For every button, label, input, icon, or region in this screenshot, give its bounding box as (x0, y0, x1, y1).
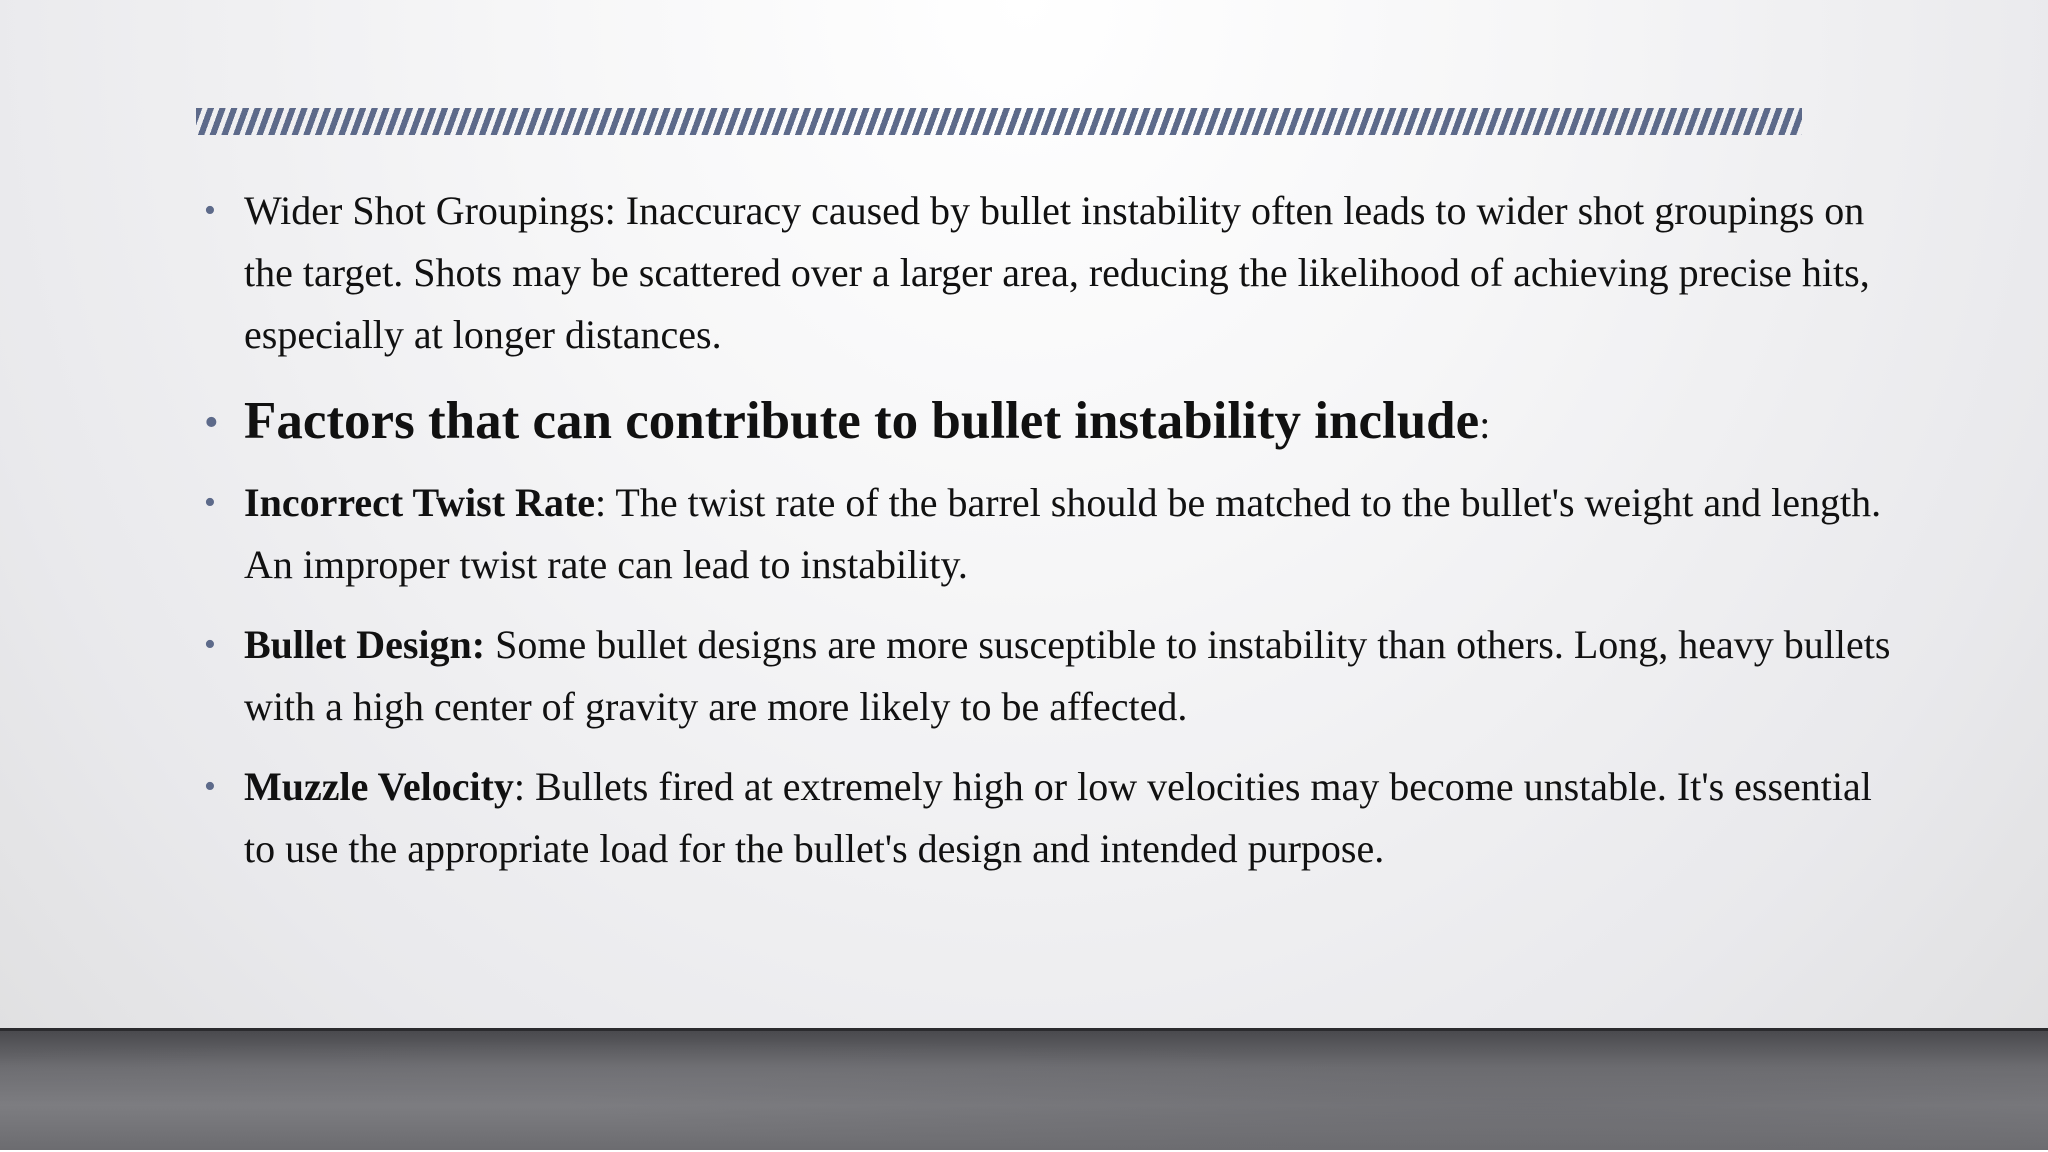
bullet-term: Incorrect Twist Rate (244, 480, 596, 525)
bullet-text: Some bullet designs are more susceptible to instability than others. Long, heavy bullets with a high center of gravity are more likely to be affected. (244, 622, 1891, 729)
bullet-incorrect-twist-rate (200, 472, 1900, 596)
bullet-term: Muzzle Velocity (244, 764, 514, 809)
decorative-stripe-bar (196, 108, 1802, 135)
bullet-heading-colon: : (1479, 402, 1491, 447)
bullet-term: Bullet Design: (244, 622, 486, 667)
bullet-dot-icon: • (204, 626, 216, 663)
bullet-factors-heading (200, 384, 1900, 462)
bullet-text: : The twist rate of the barrel should be matched to the bullet's weight and length. An improper twist rate can lead to instability. (244, 480, 1882, 587)
bullet-text: : Bullets fired at extremely high or low velocities may become unstable. It's essential to use the appropriate load for the bullet's design and intended purpose. (244, 764, 1872, 871)
slide-content (200, 180, 1900, 898)
bullet-dot-icon: • (204, 400, 219, 446)
bullet-muzzle-velocity (200, 756, 1900, 880)
bullet-dot-icon: • (204, 192, 216, 229)
bullet-text: Wider Shot Groupings: Inaccuracy caused by bullet instability often leads to wider shot groupings on the target. Shots may be scattered over a larger area, reducing the likelihood of achieving precise hits, especially at longer distances. (244, 188, 1870, 357)
bullet-bullet-design (200, 614, 1900, 738)
bullet-dot-icon: • (204, 484, 216, 521)
bullet-heading-term: Factors that can contribute to bullet instability include (244, 392, 1480, 450)
bullet-dot-icon: • (204, 768, 216, 805)
concrete-floor-background (0, 1028, 2048, 1152)
bullet-wider-shot-groupings (200, 180, 1900, 366)
